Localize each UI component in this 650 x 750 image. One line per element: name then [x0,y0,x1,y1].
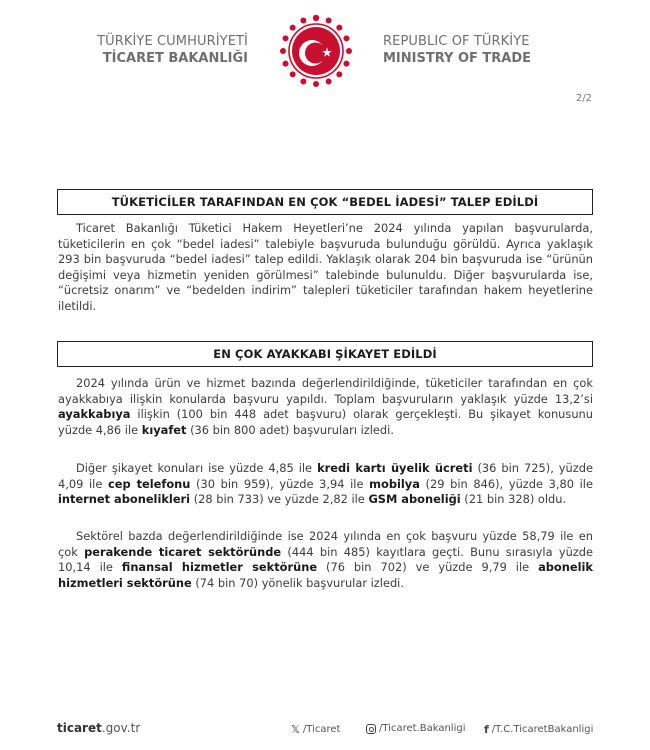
bold-term: finansal hizmetler sektörüne [121,560,318,575]
emblem-ring-dot [283,35,289,41]
facebook-social-link[interactable] [484,723,593,736]
text-run: Diğer şikayet konuları ise yüzde 4,85 ile [76,461,318,475]
bold-term: abonelik hizmetleri sektörüne [58,560,593,590]
text-run: (36 bin 725), yüzde 4,09 ile [58,461,593,491]
facebook-icon: f [484,723,489,736]
website-domain-bold: ticaret [57,721,102,735]
bold-term: kıyafet [141,422,187,437]
emblem-ring-dot [300,78,306,84]
bold-term: cep telefonu [107,476,191,491]
website-domain-suffix: .gov.tr [101,721,141,735]
emblem-ring-dot [290,71,296,77]
emblem-ring-dot [346,48,352,54]
emblem-ring-dot [336,71,342,77]
letterhead [0,12,650,92]
paragraph-shoes-2 [58,461,593,508]
bold-term: perakende ticaret sektöründe [84,544,282,559]
bold-term: mobilya [369,476,420,491]
ministry-name-en-line2: MINISTRY OF TRADE [383,51,532,66]
x-twitter-icon: 𝕏 [291,723,300,736]
text-run: (74 bin 70) yönelik başvurular izledi. [191,575,404,590]
bold-term: GSM aboneliği [368,492,461,507]
website-link[interactable] [57,721,140,735]
text-run: ilişkin (100 bin 448 adet başvuru) olarak gerçekleşti. Bu şikayet konusunu yüzde 4,86 ile [58,407,593,437]
x-social-link[interactable] [291,723,340,736]
ministry-name-en-line1: REPUBLIC OF TÜRKİYE [383,34,530,49]
ministry-name-tr-line1: TÜRKİYE CUMHURİYETİ [97,34,248,49]
instagram-handle: /Ticaret.Bakanligi [379,723,466,734]
text-run: (30 bin 959), yüzde 3,94 ile [190,476,370,491]
emblem-ring-dot [283,61,289,67]
crescent-star-emblem-icon [277,12,355,90]
bold-term: kredi kartı üyelik ücreti [317,461,473,475]
paragraph-shoes-1 [58,376,593,438]
emblem-ring-dot [290,25,296,31]
text-run: (444 bin 485) kayıtlara geçti. Bunu sırasıyla yüzde 10,14 ile [58,544,594,575]
instagram-icon [366,724,376,734]
emblem-ring-dot [313,81,319,87]
ministry-name-tr [97,34,248,67]
bold-term: ayakkabıya [58,407,131,422]
text-run: (21 bin 328) oldu. [460,492,567,507]
x-handle: /Ticaret [302,724,341,735]
text-run: (29 bin 846), yüzde 3,80 ile [419,476,593,491]
emblem-ring-dot [343,61,349,67]
text-run: Sektörel bazda değerlendirildiğinde ise 2024 yılında en çok başvuru yüzde 58,79 ile en çok [58,529,593,559]
bold-term: internet abonelikleri [58,492,191,507]
instagram-social-link[interactable] [366,723,465,734]
footer [0,720,650,740]
paragraph-refund: Ticaret Bakanlığı Tüketici Hakem Heyetleri’ne 2024 yılında yapılan başvurularda, tüketicilerin en çok “bedel iadesi” talebiyle başvuruda bulunduğu görüldü. Ayrıca yaklaşık 293 bin başvuruda “bedel iadesi” talep edildi. Yaklaşık olarak 204 bin başvuruda ise “ürünün değişimi veya hizmetin yeniden görülmesi” talebinde bulunuldu. Diğer başvurularda ise, “ücretsiz onarım” ve “bedelden indirim” talepleri tüketiciler tarafından hakem heyetlerine iletildi. [58,221,593,313]
emblem-ring-dot [343,35,349,41]
ministry-name-en [383,34,531,67]
emblem-ring-dot [336,25,342,31]
ministry-name-tr-line2: TİCARET BAKANLIĞI [102,51,248,66]
paragraph-shoes-3 [58,529,593,591]
facebook-handle: /T.C.TicaretBakanligi [491,724,594,735]
section-heading-shoes: EN ÇOK AYAKKABI ŞİKAYET EDİLDİ [57,341,593,367]
text-run: (28 bin 733) ve yüzde 2,82 ile [190,492,369,507]
emblem-ring-dot [280,48,286,54]
text-run: (76 bin 702) ve yüzde 9,79 ile [317,560,539,575]
page-number: 2/2 [575,93,592,104]
emblem-ring-dot [313,15,319,21]
emblem-ring-dot [326,78,332,84]
text-run: 2024 yılında ürün ve hizmet bazında değerlendirildiğinde, tüketiciler tarafından en çok ayakkabıya ilişkin konularda başvuru yapıldı. Toplam başvuruların yaklaşık yüzde 13,2’si [58,376,593,406]
emblem-ring-dot [326,18,332,24]
emblem-ring-dot [300,18,306,24]
text-run: (36 bin 800 adet) başvuruları izledi. [186,422,394,437]
section-heading-refund: TÜKETİCİLER TARAFINDAN EN ÇOK “BEDEL İADESİ” TALEP EDİLDİ [57,189,593,215]
